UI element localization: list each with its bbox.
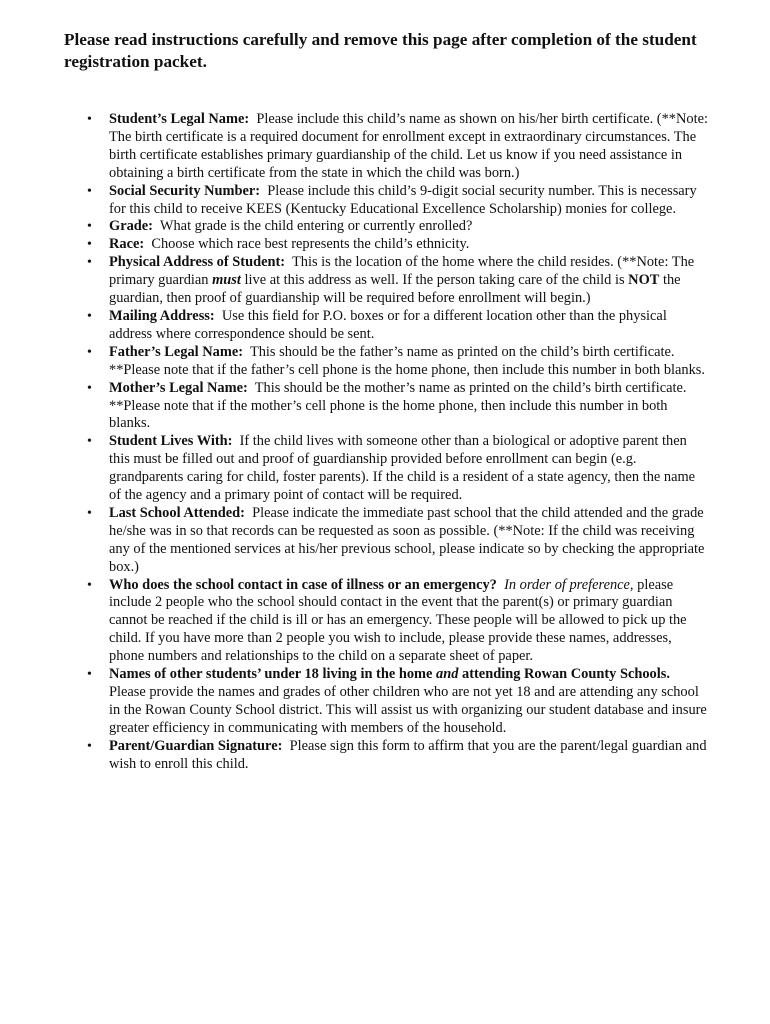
item-text: This is the location of the home where the child resides. (**Note: The primary guardian xyxy=(109,254,695,289)
instructions-list xyxy=(109,111,709,774)
item-term: Race: xyxy=(109,236,145,253)
item-text: the guardian, then proof of guardianship will be required before enrollment will begin.) xyxy=(109,272,681,307)
item-text: live at this address as well. If the person taking care of the child is xyxy=(244,272,625,289)
list-item-mother-legal-name xyxy=(109,380,709,434)
item-strong: NOT xyxy=(628,272,660,289)
item-term: Student’s Legal Name: xyxy=(109,111,250,127)
item-text: What grade is the child entering or currently enrolled? xyxy=(159,218,473,235)
item-term: Mailing Address: xyxy=(109,307,215,324)
item-term: Names of other students’ under 18 living in the home xyxy=(109,666,433,683)
item-term: attending Rowan County Schools. xyxy=(462,666,670,683)
item-text: Please include this child’s name as shown on his/her birth certificate. (**Note: The birth certificate is a required document for enrollment except in extraordinary circumstances. The birth certificate establishes primary guardianship of the child. Let us know if you need assistance in obtaining a birth certificate from the state in which the child was born.) xyxy=(109,111,708,181)
item-text: please include 2 people who the school should contact in the event that the parent(s) or primary guardian cannot be reached if the child is ill or has an emergency. These people will be allowed to pick up the child. If you have more than 2 people you wish to include, please provide these names, addresses, phone numbers and relationships to the child on a separate sheet of paper. xyxy=(109,576,687,665)
list-item-emergency-contact xyxy=(109,577,709,667)
list-item-race xyxy=(109,236,709,254)
list-item-grade xyxy=(109,218,709,236)
item-term: Parent/Guardian Signature: xyxy=(109,737,283,754)
item-emphasis: In order of preference, xyxy=(504,576,634,593)
item-text: This should be the father’s name as printed on the child’s birth certificate. **Please note that if the father’s cell phone is the home phone, then include this number in both blanks. xyxy=(109,343,706,378)
list-item-student-legal-name xyxy=(109,111,709,183)
list-item-student-lives-with xyxy=(109,433,709,505)
item-text: Please provide the names and grades of other children who are not yet 18 and are attending any school in the Rowan County School district. This will assist us with organizing our student database and insure greater efficiency in communicating with members of the household. xyxy=(109,684,707,736)
page-heading: Please read instructions carefully and remove this page after completion of the student registration packet. xyxy=(64,30,697,71)
list-item-mailing-address xyxy=(109,308,709,344)
item-term: Who does the school contact in case of illness or an emergency? xyxy=(109,576,497,593)
list-item-parent-signature xyxy=(109,738,709,774)
list-item-last-school-attended xyxy=(109,505,709,577)
item-text: If the child lives with someone other than a biological or adoptive parent then this must be filled out and proof of guardianship provided before enrollment can begin (e.g. grandparents caring for child, foster parents). If the child is a resident of a state agency, then the name of the agency and a primary point of contact will be required. xyxy=(109,433,696,504)
item-text: Use this field for P.O. boxes or for a different location other than the physical address where correspondence should be sent. xyxy=(109,307,667,342)
list-item-other-students xyxy=(109,666,709,738)
item-emphasis: must xyxy=(212,272,241,289)
item-text: Choose which race best represents the child’s ethnicity. xyxy=(151,236,470,253)
item-term-emphasis: and xyxy=(436,666,459,683)
list-item-father-legal-name xyxy=(109,344,709,380)
item-term: Social Security Number: xyxy=(109,182,261,199)
list-item-social-security-number xyxy=(109,183,709,219)
item-term: Last School Attended: xyxy=(109,504,245,521)
item-text: Please sign this form to affirm that you are the parent/legal guardian and wish to enroll this child. xyxy=(109,737,707,772)
item-term: Grade: xyxy=(109,218,153,235)
item-text: Please indicate the immediate past school that the child attended and the grade he/she was in so that records can be requested as soon as possible. (**Note: If the child was receiving any of the mentioned services at his/her previous school, please indicate so by checking the appropriate box.) xyxy=(109,504,705,575)
item-text: Please include this child’s 9-digit social security number. This is necessary for this child to receive KEES (Kentucky Educational Excellence Scholarship) monies for college. xyxy=(109,182,697,217)
item-term: Physical Address of Student: xyxy=(109,254,286,271)
item-term: Student Lives With: xyxy=(109,433,233,450)
item-term: Mother’s Legal Name: xyxy=(109,379,248,396)
item-term: Father’s Legal Name: xyxy=(109,343,243,360)
item-text: This should be the mother’s name as printed on the child’s birth certificate. **Please note that if the mother’s cell phone is the home phone, then include this number in both blanks. xyxy=(109,379,687,432)
list-item-physical-address xyxy=(109,254,709,308)
